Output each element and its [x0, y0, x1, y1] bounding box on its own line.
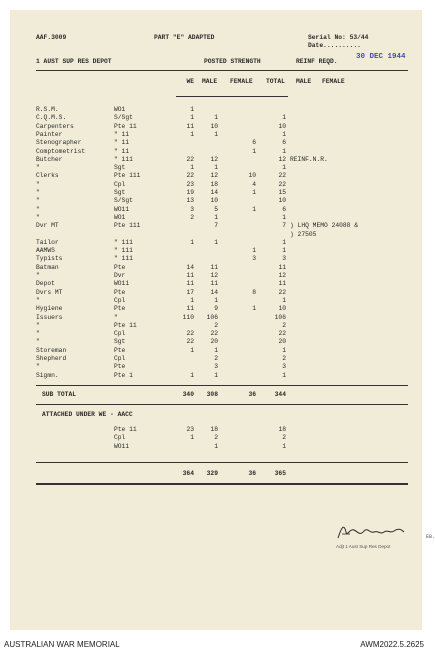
footer-accession: AWM2022.5.2625	[360, 640, 424, 649]
row-male: 1	[214, 213, 218, 221]
row-role: Sigmn.	[36, 371, 59, 379]
row-role: "	[36, 363, 40, 371]
table-row	[36, 289, 408, 297]
row-role: Typists	[36, 255, 63, 263]
row-rank: Sgt	[114, 338, 126, 346]
row-total: 2	[282, 321, 286, 329]
grandtotal-total: 365	[274, 470, 286, 477]
row-rank: Sgt	[114, 164, 126, 172]
table-row	[36, 139, 408, 147]
row-we: 22	[186, 155, 194, 163]
table-row	[36, 355, 408, 363]
table-row	[36, 338, 408, 346]
column-rule	[176, 96, 288, 97]
row-rank: " 111	[114, 155, 133, 163]
row-rank: Pte	[114, 363, 126, 371]
row-we: 22	[186, 338, 194, 346]
table-row	[36, 363, 408, 371]
table-row	[36, 197, 408, 205]
table-row	[36, 148, 408, 156]
table-row	[36, 239, 408, 247]
grandtotal-male: 329	[206, 470, 218, 477]
signature-caption: Adjt 1 Aust Sup Res Depot	[336, 544, 391, 549]
table-row	[36, 264, 408, 272]
row-total: 3	[282, 363, 286, 371]
subtotal-label: SUB TOTAL	[42, 391, 77, 398]
row-rank: S/Sgt	[114, 114, 133, 122]
row-male: 12	[210, 172, 218, 180]
row-male: 1	[214, 238, 218, 246]
row-male: 1	[214, 346, 218, 354]
strength-return	[36, 30, 435, 550]
table-row	[36, 114, 408, 122]
row-male: 18	[210, 180, 218, 188]
row-male: 106	[206, 313, 218, 321]
row-male: 1	[214, 296, 218, 304]
row-female: 1	[252, 205, 256, 213]
handwritten-signature	[334, 522, 414, 542]
row-male: 1	[214, 130, 218, 138]
row-we: 23	[186, 180, 194, 188]
row-role: "	[36, 272, 40, 279]
row-female: 4	[252, 180, 256, 188]
row-total: 7	[282, 222, 286, 230]
table-row	[36, 131, 408, 139]
row-rank: Dvr	[114, 272, 126, 279]
table-row	[36, 189, 408, 197]
row-male: 14	[210, 288, 218, 296]
row-rank: Pte 111	[114, 172, 141, 180]
row-male: 3	[214, 363, 218, 371]
row-total: 12	[278, 155, 286, 163]
attached-label: ATTACHED UNDER WE - AACC	[42, 411, 133, 418]
archive-footer	[0, 636, 432, 653]
row-male: 12	[210, 155, 218, 163]
row-role: Issuers	[36, 313, 63, 321]
row-male: 11	[210, 280, 218, 288]
row-total: 22	[278, 180, 286, 188]
row-rank: Pte	[114, 346, 126, 354]
row-role: Carpenters	[36, 122, 74, 130]
row-role: Butcher	[36, 155, 63, 163]
row-we: 110	[182, 313, 194, 321]
row-male: 10	[210, 197, 218, 205]
table-row	[36, 372, 408, 380]
row-total: 20	[278, 338, 286, 346]
row-role: "	[36, 197, 40, 205]
grandtotal-female: 36	[248, 470, 256, 477]
row-female: 1	[252, 189, 256, 196]
table-row	[36, 322, 408, 330]
row-role: "	[36, 338, 40, 346]
row-role: "	[36, 164, 40, 172]
row-note: ) LHQ MEMO 24088 &	[290, 222, 359, 230]
document-sheet	[10, 10, 435, 630]
row-rank: Pte 11	[114, 122, 137, 130]
table-row	[36, 305, 408, 313]
row-we: 11	[186, 122, 194, 130]
row-rank: " 111	[114, 255, 133, 263]
row-rank: " 111	[114, 238, 133, 246]
part-title: PART "E" ADAPTED	[154, 34, 215, 41]
subtotal-we: 340	[182, 391, 194, 398]
row-role: "	[36, 296, 40, 304]
row-we: 2	[190, 213, 194, 221]
attached-total: 2	[282, 434, 286, 442]
row-female: 1	[252, 247, 256, 255]
signature-initials: EB.	[426, 534, 435, 540]
row-role: Storeman	[36, 346, 67, 354]
row-rank: " 111	[114, 247, 133, 255]
row-role: Tailor	[36, 238, 59, 246]
attached-male: 18	[210, 426, 218, 433]
table-row	[36, 255, 408, 263]
row-role: "	[36, 180, 40, 188]
row-total: 1	[282, 130, 286, 138]
row-total: 15	[278, 189, 286, 196]
row-rank: S/Sgt	[114, 197, 133, 205]
table-row	[36, 222, 408, 230]
row-male: 22	[210, 330, 218, 338]
reinf-reqd-heading: REINF REQD.	[296, 58, 338, 65]
row-role: "	[36, 321, 40, 329]
row-rank: Cpl	[114, 180, 126, 188]
row-male: 10	[210, 122, 218, 130]
row-total: 106	[274, 313, 286, 321]
subtotal-row	[36, 391, 408, 399]
subtotal-rule-top	[36, 385, 408, 386]
table-row	[36, 314, 408, 322]
subtotal-male: 308	[206, 391, 218, 398]
row-total: 1	[282, 346, 286, 354]
attached-total: 1	[282, 442, 286, 450]
footer-institution: AUSTRALIAN WAR MEMORIAL	[4, 640, 120, 649]
table-row	[36, 172, 408, 180]
row-role: "	[36, 330, 40, 338]
row-rank: Pte	[114, 263, 126, 271]
attached-row	[36, 434, 408, 442]
row-total: 11	[278, 263, 286, 271]
unit-name: 1 AUST SUP RES DEPOT	[36, 58, 112, 65]
row-rank: Pte	[114, 305, 126, 313]
row-we: 11	[186, 272, 194, 279]
serial-number: Serial No: 53/44	[308, 34, 369, 41]
attached-male: 2	[214, 434, 218, 442]
row-we: 1	[190, 238, 194, 246]
table-row	[36, 164, 408, 172]
row-male: 12	[210, 272, 218, 279]
grandtotal-rule-top	[36, 462, 408, 463]
attached-rank: Cpl	[114, 434, 126, 442]
row-we: 13	[186, 197, 194, 205]
row-total: 12	[278, 272, 286, 279]
attached-row	[36, 443, 408, 451]
row-total: 6	[282, 139, 286, 147]
row-female: 8	[252, 288, 256, 296]
col-reinf-male: MALE	[296, 78, 312, 85]
row-male: 20	[210, 338, 218, 346]
row-role: Painter	[36, 130, 63, 138]
row-role: R.S.M.	[36, 106, 59, 113]
row-female: 1	[252, 305, 256, 313]
row-role: Clerks	[36, 172, 59, 180]
row-female: 6	[252, 139, 256, 147]
row-total: 1	[282, 238, 286, 246]
row-rank: WO1	[114, 106, 126, 113]
col-we: WE	[186, 78, 194, 85]
attached-we: 1	[190, 434, 194, 442]
grandtotal-row	[36, 470, 408, 478]
row-total: 22	[278, 172, 286, 180]
row-we: 11	[186, 280, 194, 288]
row-role: Shepherd	[36, 355, 67, 362]
row-we: 22	[186, 172, 194, 180]
table-row	[36, 280, 408, 288]
row-we: 1	[190, 164, 194, 172]
row-we: 1	[190, 346, 194, 354]
row-male: 9	[214, 305, 218, 313]
attached-rank: WO11	[114, 442, 130, 450]
row-role: "	[36, 205, 40, 213]
date-stamp: 30 DEC 1944	[356, 53, 406, 61]
table-row	[36, 156, 408, 164]
grandtotal-rule-bottom	[36, 483, 408, 485]
row-total: 10	[278, 197, 286, 205]
row-male: 14	[210, 189, 218, 196]
table-row	[36, 123, 408, 131]
row-rank: Pte 1	[114, 371, 133, 379]
row-note: REINF.N.R.	[290, 155, 328, 163]
row-female: 1	[252, 147, 256, 155]
row-total: 22	[278, 330, 286, 338]
row-rank: "	[114, 313, 118, 321]
attached-row	[36, 426, 408, 434]
row-role: "	[36, 189, 40, 196]
date-label: Date..........	[308, 42, 361, 49]
row-we: 1	[190, 371, 194, 379]
table-row	[36, 106, 408, 114]
row-total: 1	[282, 213, 286, 221]
row-we: 17	[186, 288, 194, 296]
row-rank: Pte	[114, 288, 126, 296]
row-rank: Pte 11	[114, 321, 137, 329]
header-rule	[36, 70, 408, 71]
row-role: Depot	[36, 280, 55, 288]
row-we: 14	[186, 263, 194, 271]
col-male: MALE	[202, 78, 218, 85]
column-headings	[36, 78, 408, 86]
row-total: 10	[278, 122, 286, 130]
row-we: 11	[186, 305, 194, 313]
row-male: 5	[214, 205, 218, 213]
row-female: 10	[248, 172, 256, 180]
subtotal-rule-bottom	[36, 404, 408, 405]
row-we: 19	[186, 189, 194, 196]
row-total: 11	[278, 280, 286, 288]
table-row	[36, 330, 408, 338]
row-male: 1	[214, 114, 218, 122]
table-row	[36, 214, 408, 222]
table-row	[36, 297, 408, 305]
row-we: 1	[190, 114, 194, 122]
row-total: 2	[282, 355, 286, 362]
row-rank: Cpl	[114, 355, 126, 362]
row-rank: Cpl	[114, 330, 126, 338]
row-role: Hygiene	[36, 305, 63, 313]
row-total: 1	[282, 147, 286, 155]
col-female: FEMALE	[230, 78, 253, 85]
row-role: "	[36, 213, 40, 221]
table-row	[36, 247, 408, 255]
row-rank: WO1	[114, 213, 126, 221]
row-role: Dvrs MT	[36, 288, 63, 296]
row-total: 10	[278, 305, 286, 313]
row-role: AAMWS	[36, 247, 55, 255]
col-reinf-female: FEMALE	[322, 78, 345, 85]
posted-strength-heading: POSTED STRENGTH	[204, 58, 261, 65]
row-total: 1	[282, 114, 286, 122]
subtotal-total: 344	[274, 391, 286, 398]
row-we: 1	[190, 296, 194, 304]
table-row	[36, 272, 408, 280]
row-rank: Pte 111	[114, 222, 141, 230]
row-role: Comptometrist	[36, 147, 86, 155]
row-rank: " 11	[114, 139, 130, 147]
table-row	[36, 206, 408, 214]
attached-rank: Pte 11	[114, 426, 137, 433]
row-total: 22	[278, 288, 286, 296]
grandtotal-we: 364	[182, 470, 194, 477]
row-male: 1	[214, 164, 218, 172]
row-note: ) 27505	[290, 230, 317, 238]
row-rank: WO11	[114, 280, 130, 288]
row-role: C.Q.M.S.	[36, 114, 67, 122]
row-role: Dvr MT	[36, 222, 59, 230]
row-male: 2	[214, 355, 218, 362]
row-total: 1	[282, 296, 286, 304]
attached-total: 18	[278, 426, 286, 433]
subtotal-female: 36	[248, 391, 256, 398]
attached-male: 1	[214, 442, 218, 450]
row-male: 2	[214, 321, 218, 329]
row-total: 1	[282, 164, 286, 172]
table-row	[36, 347, 408, 355]
row-male: 1	[214, 371, 218, 379]
file-number: AAF.3009	[36, 34, 67, 41]
row-rank: Sgt	[114, 189, 126, 196]
row-we: 3	[190, 205, 194, 213]
row-total: 3	[282, 255, 286, 263]
attached-heading	[36, 411, 408, 419]
row-rank: " 11	[114, 130, 130, 138]
col-total: TOTAL	[266, 78, 285, 85]
row-rank: WO11	[114, 205, 130, 213]
row-we: 1	[190, 106, 194, 113]
row-male: 11	[210, 263, 218, 271]
row-we: 1	[190, 130, 194, 138]
table-row	[36, 231, 408, 239]
row-we: 22	[186, 330, 194, 338]
row-total: 6	[282, 205, 286, 213]
row-male: 7	[214, 222, 218, 230]
row-role: Stenographer	[36, 139, 82, 147]
row-rank: " 11	[114, 147, 130, 155]
row-role: Batman	[36, 263, 59, 271]
row-total: 1	[282, 371, 286, 379]
row-total: 1	[282, 247, 286, 255]
table-row	[36, 181, 408, 189]
attached-we: 23	[186, 426, 194, 433]
row-rank: Cpl	[114, 296, 126, 304]
row-female: 3	[252, 255, 256, 263]
